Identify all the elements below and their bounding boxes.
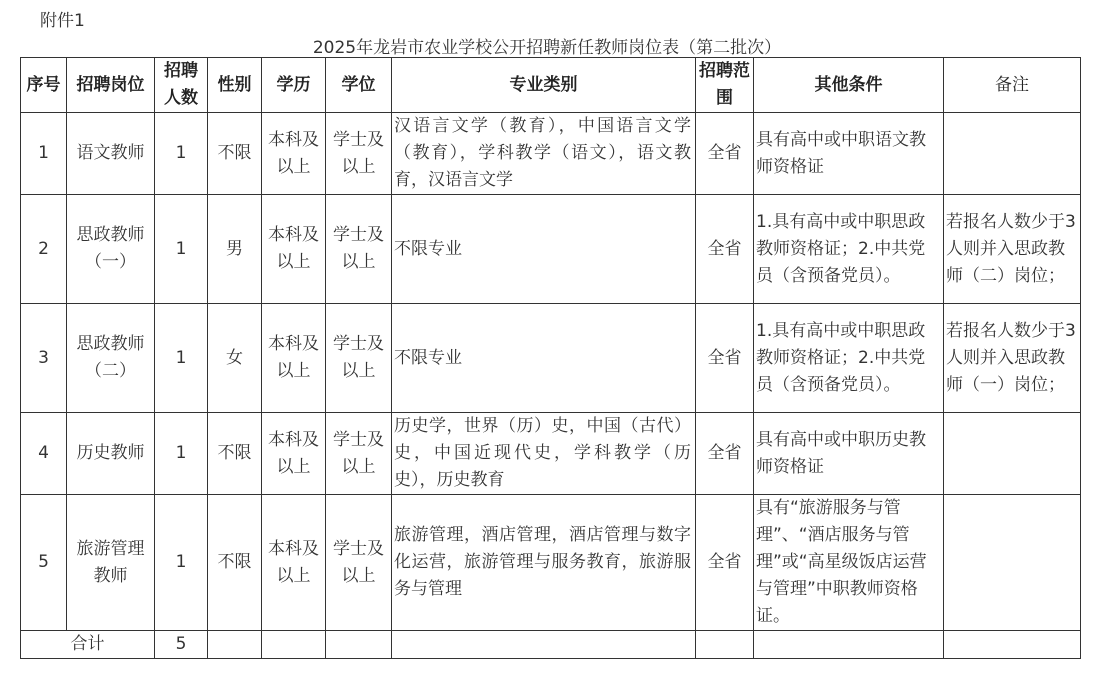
empty-cell [944,631,1081,659]
cell-other: 具有高中或中职历史教师资格证 [754,413,944,495]
cell-scope: 全省 [696,413,754,495]
header-remark: 备注 [944,58,1081,113]
cell-remark [944,495,1081,631]
empty-cell [326,631,392,659]
cell-education: 本科及以上 [262,304,326,413]
cell-other: 具有“旅游服务与管理”、“酒店服务与管理”或“高星级饭店运营与管理”中职教师资格证。 [754,495,944,631]
cell-degree: 学士及以上 [326,113,392,195]
cell-count: 1 [155,495,208,631]
cell-post: 语文教师 [67,113,155,195]
cell-remark [944,113,1081,195]
cell-scope: 全省 [696,304,754,413]
header-education: 学历 [262,58,326,113]
cell-post: 思政教师（一） [67,195,155,304]
header-major: 专业类别 [392,58,696,113]
cell-major: 汉语言文学（教育），中国语言文学（教育），学科教学（语文），语文教育，汉语言文学 [392,113,696,195]
cell-post: 思政教师（二） [67,304,155,413]
empty-cell [754,631,944,659]
cell-education: 本科及以上 [262,495,326,631]
cell-major: 不限专业 [392,195,696,304]
cell-other: 1.具有高中或中职思政教师资格证；2.中共党员（含预备党员）。 [754,195,944,304]
cell-degree: 学士及以上 [326,495,392,631]
cell-count: 1 [155,195,208,304]
cell-scope: 全省 [696,113,754,195]
empty-cell [208,631,262,659]
cell-post: 旅游管理教师 [67,495,155,631]
header-post: 招聘岗位 [67,58,155,113]
cell-other: 具有高中或中职语文教师资格证 [754,113,944,195]
cell-seq: 1 [21,113,67,195]
cell-major: 历史学，世界（历）史，中国（古代）史，中国近现代史，学科教学（历史），历史教育 [392,413,696,495]
recruitment-table [20,57,1081,659]
total-row [21,631,1081,659]
total-count: 5 [155,631,208,659]
attachment-label: 附件1 [40,11,85,31]
cell-post: 历史教师 [67,413,155,495]
cell-gender: 女 [208,304,262,413]
empty-cell [392,631,696,659]
empty-cell [696,631,754,659]
cell-seq: 5 [21,495,67,631]
cell-major: 旅游管理，酒店管理，酒店管理与数字化运营，旅游管理与服务教育，旅游服务与管理 [392,495,696,631]
cell-degree: 学士及以上 [326,413,392,495]
cell-other: 1.具有高中或中职思政教师资格证；2.中共党员（含预备党员）。 [754,304,944,413]
cell-degree: 学士及以上 [326,304,392,413]
cell-gender: 不限 [208,495,262,631]
cell-scope: 全省 [696,195,754,304]
cell-remark: 若报名人数少于3人则并入思政教师（二）岗位； [944,195,1081,304]
cell-count: 1 [155,113,208,195]
cell-seq: 3 [21,304,67,413]
header-count: 招聘人数 [155,58,208,113]
cell-scope: 全省 [696,495,754,631]
table-header-row [21,58,1081,113]
cell-gender: 男 [208,195,262,304]
table-row [21,413,1081,495]
cell-degree: 学士及以上 [326,195,392,304]
cell-seq: 4 [21,413,67,495]
cell-remark [944,413,1081,495]
cell-gender: 不限 [208,413,262,495]
cell-count: 1 [155,413,208,495]
table-row [21,113,1081,195]
cell-seq: 2 [21,195,67,304]
empty-cell [262,631,326,659]
table-row [21,195,1081,304]
header-gender: 性别 [208,58,262,113]
table-row [21,495,1081,631]
cell-count: 1 [155,304,208,413]
cell-education: 本科及以上 [262,413,326,495]
header-other: 其他条件 [754,58,944,113]
cell-remark: 若报名人数少于3人则并入思政教师（一）岗位； [944,304,1081,413]
cell-major: 不限专业 [392,304,696,413]
header-degree: 学位 [326,58,392,113]
total-label: 合计 [21,631,155,659]
cell-education: 本科及以上 [262,195,326,304]
header-seq: 序号 [21,58,67,113]
cell-education: 本科及以上 [262,113,326,195]
cell-gender: 不限 [208,113,262,195]
page-title: 2025年龙岩市农业学校公开招聘新任教师岗位表（第二批次） [312,38,782,58]
table-row [21,304,1081,413]
header-scope: 招聘范围 [696,58,754,113]
